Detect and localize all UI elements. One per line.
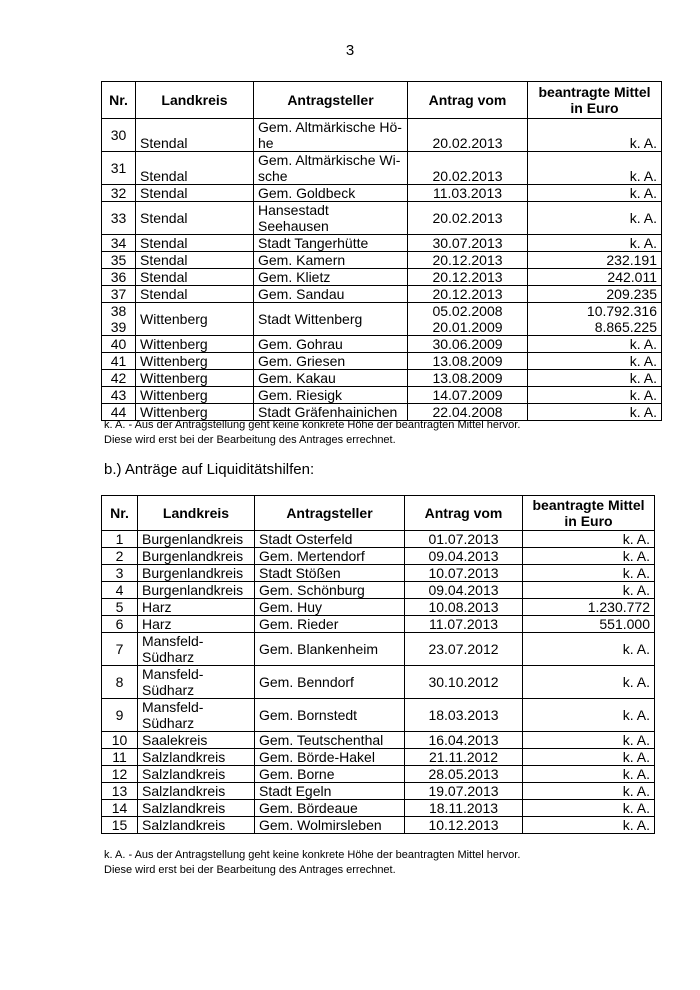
table-row	[102, 531, 655, 548]
cell-nr: 33	[102, 202, 136, 235]
cell-landkreis: Wittenberg	[136, 336, 254, 353]
cell-antrag-vom: 20.12.2013	[408, 286, 528, 303]
cell-landkreis: Stendal	[136, 119, 254, 152]
cell-landkreis: Burgenlandkreis	[138, 565, 255, 582]
cell-mittel: k. A.	[523, 749, 655, 766]
cell-antrag-vom: 18.11.2013	[405, 800, 523, 817]
cell-nr: 9	[102, 699, 138, 732]
cell-antragsteller: Gem. Teutschenthal	[255, 732, 405, 749]
cell-mittel: k. A.	[523, 633, 655, 666]
cell-mittel: 242.011	[528, 269, 662, 286]
table-row	[102, 766, 655, 783]
section-title-liquiditaetshilfen: b.) Anträge auf Liquiditätshilfen:	[104, 461, 315, 478]
cell-nr: 15	[102, 817, 138, 834]
table-row	[102, 749, 655, 766]
cell-landkreis: Stendal	[136, 286, 254, 303]
cell-landkreis: Salzlandkreis	[138, 749, 255, 766]
cell-antrag-vom: 01.07.2013	[405, 531, 523, 548]
cell-antragsteller: Stadt Wittenberg	[254, 303, 408, 336]
cell-antrag-vom: 18.03.2013	[405, 699, 523, 732]
cell-antrag-vom: 21.11.2012	[405, 749, 523, 766]
footnote-1	[104, 418, 520, 448]
cell-antragsteller: Stadt Osterfeld	[255, 531, 405, 548]
cell-mittel: k. A.	[523, 699, 655, 732]
cell-mittel: k. A.	[523, 732, 655, 749]
cell-antrag-vom: 11.03.2013	[408, 185, 528, 202]
cell-landkreis: Burgenlandkreis	[138, 548, 255, 565]
cell-antrag-vom: 13.08.2009	[408, 353, 528, 370]
cell-antragsteller: Gem. Blankenheim	[255, 633, 405, 666]
cell-landkreis: Burgenlandkreis	[138, 531, 255, 548]
cell-landkreis: Salzlandkreis	[138, 766, 255, 783]
cell-antragsteller: Gem. Sandau	[254, 286, 408, 303]
col-header-mittel-line2: in Euro	[570, 100, 619, 116]
cell-mittel: 551.000	[523, 616, 655, 633]
col-header-nr: Nr.	[102, 496, 138, 531]
cell-antrag-vom: 30.10.2012	[405, 666, 523, 699]
cell-nr: 35	[102, 252, 136, 269]
cell-nr: 31	[102, 152, 136, 185]
cell-antrag-vom: 10.07.2013	[405, 565, 523, 582]
cell-mittel: k. A.	[528, 202, 662, 235]
cell-mittel: 1.230.772	[523, 599, 655, 616]
cell-landkreis: Salzlandkreis	[138, 800, 255, 817]
table-row	[102, 800, 655, 817]
table-row	[102, 783, 655, 800]
cell-mittel: k. A.	[528, 152, 662, 185]
cell-nr: 36	[102, 269, 136, 286]
table-row	[102, 252, 662, 269]
col-header-mittel	[523, 496, 655, 531]
table-row	[102, 699, 655, 732]
cell-nr: 13	[102, 783, 138, 800]
cell-nr: 7	[102, 633, 138, 666]
cell-mittel: k. A.	[523, 783, 655, 800]
cell-antragsteller: Gem. Altmärkische Hö- he	[254, 119, 408, 152]
cell-antrag-vom: 20.12.2013	[408, 269, 528, 286]
cell-landkreis: Wittenberg	[136, 404, 254, 421]
table-row	[102, 119, 662, 152]
cell-antragsteller: Stadt Egeln	[255, 783, 405, 800]
col-header-mittel-line1: beantragte Mittel	[538, 84, 651, 100]
table-row	[102, 817, 655, 834]
cell-nr: 30	[102, 119, 136, 152]
table-row	[102, 235, 662, 252]
footnote-line: k. A. - Aus der Antragstellung geht keine konkrete Höhe der beantragten Mittel hervor.	[104, 849, 521, 861]
cell-nr: 5	[102, 599, 138, 616]
cell-nr: 6	[102, 616, 138, 633]
cell-mittel: k. A.	[523, 548, 655, 565]
cell-mittel: k. A.	[523, 531, 655, 548]
cell-nr: 11	[102, 749, 138, 766]
col-header-mittel-line2: in Euro	[564, 513, 613, 529]
cell-nr: 41	[102, 353, 136, 370]
table-row	[102, 548, 655, 565]
table-row	[102, 202, 662, 235]
table-row	[102, 370, 662, 387]
cell-mittel: k. A.	[523, 800, 655, 817]
cell-antragsteller: Stadt Tangerhütte	[254, 235, 408, 252]
cell-mittel: 10.792.316 8.865.225	[528, 303, 662, 336]
cell-nr: 44	[102, 404, 136, 421]
cell-landkreis: Saalekreis	[138, 732, 255, 749]
table-header-row	[102, 82, 662, 119]
table-row	[102, 599, 655, 616]
cell-antragsteller: Gem. Schönburg	[255, 582, 405, 599]
col-header-landkreis: Landkreis	[138, 496, 255, 531]
cell-antrag-vom: 28.05.2013	[405, 766, 523, 783]
table-header-row	[102, 496, 655, 531]
cell-nr: 10	[102, 732, 138, 749]
cell-mittel: k. A.	[528, 387, 662, 404]
footnote-line: Diese wird erst bei der Bearbeitung des Antrages errechnet.	[104, 434, 396, 446]
cell-antrag-vom: 20.02.2013	[408, 202, 528, 235]
cell-nr: 1	[102, 531, 138, 548]
cell-antrag-vom: 11.07.2013	[405, 616, 523, 633]
cell-antragsteller: Stadt Stößen	[255, 565, 405, 582]
footnote-2	[104, 848, 520, 878]
cell-mittel: 232.191	[528, 252, 662, 269]
cell-nr: 8	[102, 666, 138, 699]
cell-antragsteller: Gem. Huy	[255, 599, 405, 616]
cell-antrag-vom: 10.08.2013	[405, 599, 523, 616]
cell-landkreis: Mansfeld- Südharz	[138, 699, 255, 732]
table-row	[102, 303, 662, 336]
cell-antragsteller: Gem. Mertendorf	[255, 548, 405, 565]
cell-antragsteller: Gem. Kakau	[254, 370, 408, 387]
table-row	[102, 286, 662, 303]
cell-nr: 12	[102, 766, 138, 783]
cell-nr: 2	[102, 548, 138, 565]
cell-antragsteller: Gem. Bornstedt	[255, 699, 405, 732]
cell-landkreis: Wittenberg	[136, 303, 254, 336]
cell-antragsteller: Gem. Börde-Hakel	[255, 749, 405, 766]
cell-mittel: k. A.	[528, 336, 662, 353]
table-row	[102, 616, 655, 633]
cell-landkreis: Wittenberg	[136, 370, 254, 387]
table-row	[102, 732, 655, 749]
cell-nr: 42	[102, 370, 136, 387]
cell-mittel: k. A.	[528, 119, 662, 152]
col-header-landkreis: Landkreis	[136, 82, 254, 119]
table-row	[102, 152, 662, 185]
cell-antrag-vom: 20.02.2013	[408, 119, 528, 152]
cell-mittel: k. A.	[528, 370, 662, 387]
footnote-line: k. A. - Aus der Antragstellung geht keine konkrete Höhe der beantragten Mittel hervor.	[104, 419, 521, 431]
cell-nr: 4	[102, 582, 138, 599]
cell-mittel: k. A.	[528, 353, 662, 370]
cell-antragsteller: Gem. Gohrau	[254, 336, 408, 353]
cell-antrag-vom: 20.02.2013	[408, 152, 528, 185]
table-row	[102, 582, 655, 599]
cell-nr: 40	[102, 336, 136, 353]
table-row	[102, 565, 655, 582]
cell-nr: 38 39	[102, 303, 136, 336]
cell-antragsteller: Gem. Bördeaue	[255, 800, 405, 817]
cell-landkreis: Harz	[138, 616, 255, 633]
cell-antrag-vom: 09.04.2013	[405, 582, 523, 599]
col-header-nr: Nr.	[102, 82, 136, 119]
cell-landkreis: Stendal	[136, 269, 254, 286]
cell-landkreis: Harz	[138, 599, 255, 616]
cell-landkreis: Stendal	[136, 152, 254, 185]
cell-antrag-vom: 16.04.2013	[405, 732, 523, 749]
cell-landkreis: Stendal	[136, 202, 254, 235]
cell-antragsteller: Gem. Griesen	[254, 353, 408, 370]
table-row	[102, 353, 662, 370]
cell-nr: 3	[102, 565, 138, 582]
cell-nr: 14	[102, 800, 138, 817]
cell-antrag-vom: 20.12.2013	[408, 252, 528, 269]
col-header-mittel	[528, 82, 662, 119]
table-row	[102, 633, 655, 666]
cell-mittel: 209.235	[528, 286, 662, 303]
cell-mittel: k. A.	[528, 185, 662, 202]
cell-mittel: k. A.	[523, 582, 655, 599]
cell-mittel: k. A.	[523, 817, 655, 834]
col-header-antragsteller: Antragsteller	[254, 82, 408, 119]
cell-antrag-vom: 30.06.2009	[408, 336, 528, 353]
cell-landkreis: Mansfeld- Südharz	[138, 633, 255, 666]
cell-antrag-vom: 09.04.2013	[405, 548, 523, 565]
cell-antragsteller: Gem. Altmärkische Wi- sche	[254, 152, 408, 185]
page-number: 3	[345, 42, 355, 59]
cell-antrag-vom: 19.07.2013	[405, 783, 523, 800]
cell-antrag-vom: 13.08.2009	[408, 370, 528, 387]
cell-landkreis: Wittenberg	[136, 353, 254, 370]
cell-antrag-vom: 14.07.2009	[408, 387, 528, 404]
cell-nr: 43	[102, 387, 136, 404]
cell-antrag-vom: 30.07.2013	[408, 235, 528, 252]
applications-table-1	[101, 81, 662, 421]
cell-antragsteller: Gem. Benndorf	[255, 666, 405, 699]
table-row	[102, 269, 662, 286]
applications-table-2	[101, 495, 655, 834]
cell-antrag-vom: 23.07.2012	[405, 633, 523, 666]
cell-antragsteller: Gem. Kamern	[254, 252, 408, 269]
cell-antragsteller: Gem. Klietz	[254, 269, 408, 286]
cell-antragsteller: Stadt Gräfenhainichen	[254, 404, 408, 421]
cell-landkreis: Stendal	[136, 185, 254, 202]
cell-antragsteller: Hansestadt Seehausen	[254, 202, 408, 235]
cell-mittel: k. A.	[523, 666, 655, 699]
cell-antragsteller: Gem. Riesigk	[254, 387, 408, 404]
cell-antragsteller: Gem. Rieder	[255, 616, 405, 633]
cell-antragsteller: Gem. Goldbeck	[254, 185, 408, 202]
cell-antragsteller: Gem. Wolmirsleben	[255, 817, 405, 834]
cell-landkreis: Burgenlandkreis	[138, 582, 255, 599]
table-row	[102, 185, 662, 202]
cell-nr: 32	[102, 185, 136, 202]
cell-antrag-vom: 05.02.2008 20.01.2009	[408, 303, 528, 336]
table-row	[102, 387, 662, 404]
cell-mittel: k. A.	[523, 766, 655, 783]
footnote-line: Diese wird erst bei der Bearbeitung des Antrages errechnet.	[104, 864, 396, 876]
cell-mittel: k. A.	[523, 565, 655, 582]
cell-antrag-vom: 22.04.2008	[408, 404, 528, 421]
col-header-mittel-line1: beantragte Mittel	[532, 497, 645, 513]
table-row	[102, 666, 655, 699]
cell-landkreis: Stendal	[136, 252, 254, 269]
cell-landkreis: Mansfeld- Südharz	[138, 666, 255, 699]
cell-antragsteller: Gem. Borne	[255, 766, 405, 783]
col-header-antrag-vom: Antrag vom	[408, 82, 528, 119]
col-header-antrag-vom: Antrag vom	[405, 496, 523, 531]
cell-nr: 37	[102, 286, 136, 303]
cell-mittel: k. A.	[528, 235, 662, 252]
table-row	[102, 336, 662, 353]
cell-landkreis: Salzlandkreis	[138, 817, 255, 834]
cell-nr: 34	[102, 235, 136, 252]
cell-mittel: k. A.	[528, 404, 662, 421]
col-header-antragsteller: Antragsteller	[255, 496, 405, 531]
cell-antrag-vom: 10.12.2013	[405, 817, 523, 834]
cell-landkreis: Stendal	[136, 235, 254, 252]
cell-landkreis: Salzlandkreis	[138, 783, 255, 800]
cell-landkreis: Wittenberg	[136, 387, 254, 404]
